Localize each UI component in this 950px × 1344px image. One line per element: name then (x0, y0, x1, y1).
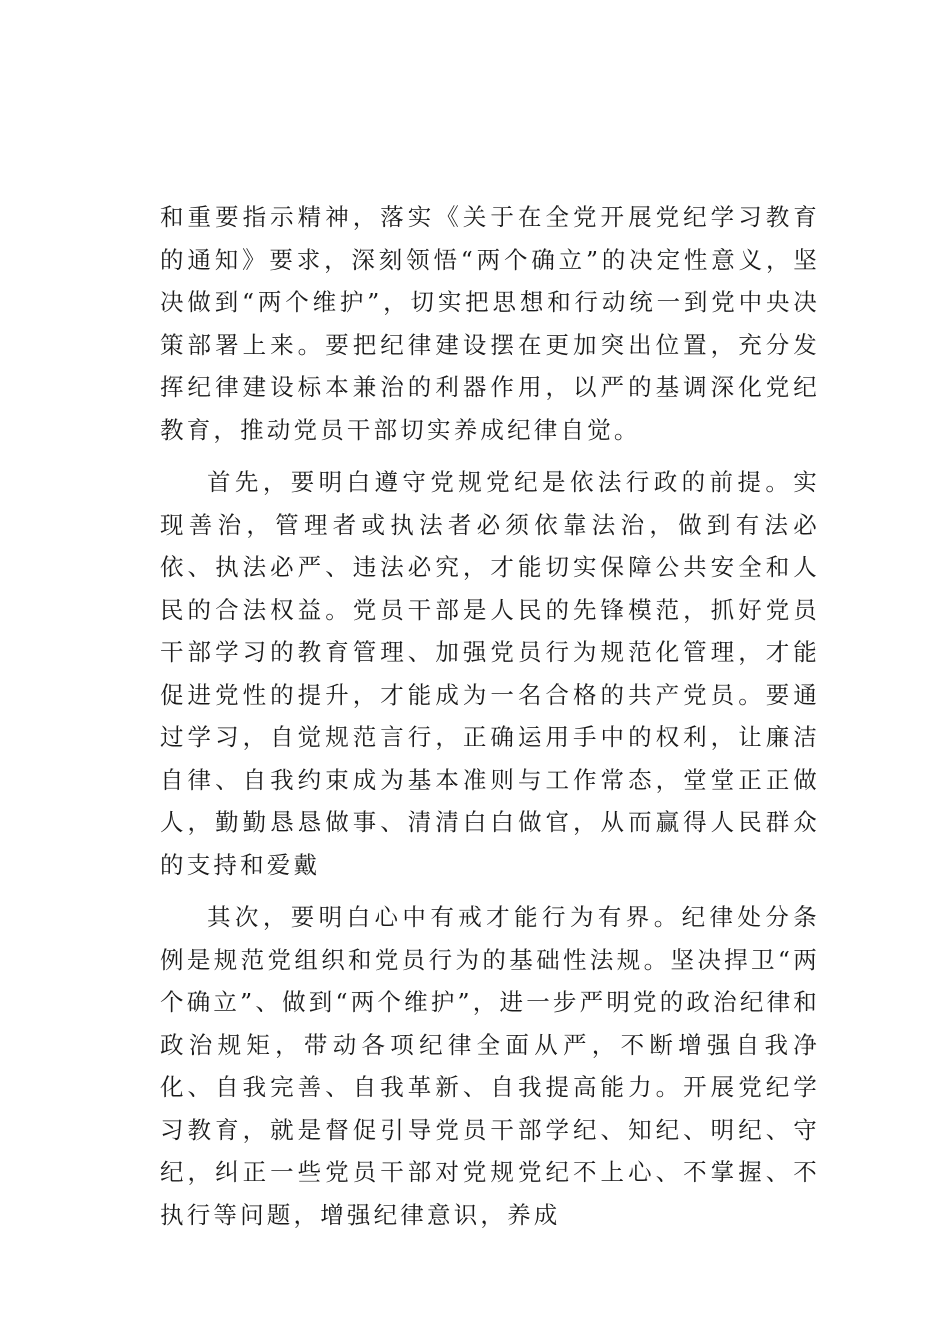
paragraph-continuation: 和重要指示精神，落实《关于在全党开展党纪学习教育的通知》要求，深刻领悟“两个确立”的决定性意义，坚决做到“两个维护”，切实把思想和行动统一到党中央决策部署上来。要把纪律建设摆在更加突出位置，充分发挥纪律建设标本兼治的利器作用，以严的基调深化党纪教育，推动党员干部切实养成纪律自觉。 (160, 203, 820, 444)
paragraph-first-point: 首先，要明白遵守党规党纪是依法行政的前提。实现善治，管理者或执法者必须依靠法治，做到有法必依、执法必严、违法必究，才能切实保障公共安全和人民的合法权益。党员干部是人民的先锋模范，抓好党员干部学习的教育管理、加强党员行为规范化管理，才能促进党性的提升，才能成为一名合格的共产党员。要通过学习，自觉规范言行，正确运用手中的权利，让廉洁自律、自我约束成为基本准则与工作常态，堂堂正正做人，勤勤恳恳做事、清清白白做官，从而赢得人民群众的支持和爱戴 (160, 468, 820, 879)
paragraph-second-point: 其次，要明白心中有戒才能行为有界。纪律处分条例是规范党组织和党员行为的基础性法规。坚决捍卫“两个确立”、做到“两个维护”，进一步严明党的政治纪律和政治规矩，带动各项纪律全面从严，不断增强自我净化、自我完善、自我革新、自我提高能力。开展党纪学习教育，就是督促引导党员干部学纪、知纪、明纪、守纪，纠正一些党员干部对党规党纪不上心、不掌握、不执行等问题，增强纪律意识，养成 (160, 903, 820, 1229)
document-body (160, 196, 820, 1236)
